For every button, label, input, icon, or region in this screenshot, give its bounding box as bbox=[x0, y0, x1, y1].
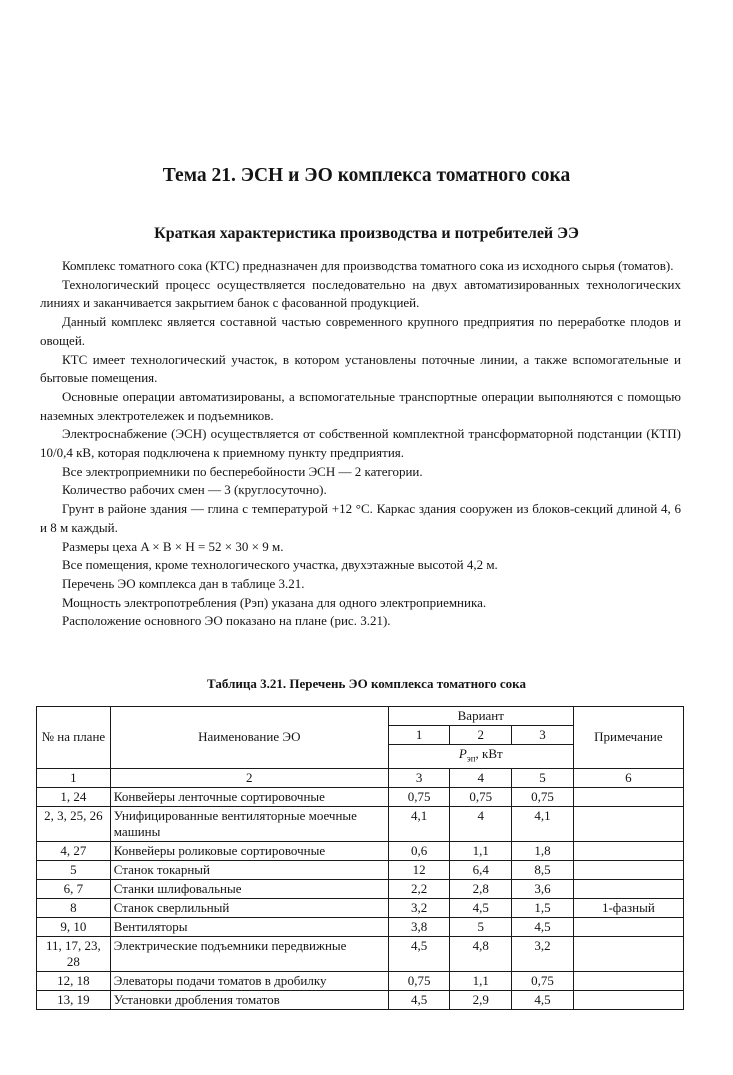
paragraph: Размеры цеха A × B × H = 52 × 30 × 9 м. bbox=[62, 538, 284, 554]
cell-plan-number: 8 bbox=[37, 898, 111, 917]
cell-equipment-name: Вентиляторы bbox=[110, 917, 388, 936]
cell-variant-2: 4,5 bbox=[450, 898, 512, 917]
cell-equipment-name: Элеваторы подачи томатов в дробилку bbox=[110, 971, 388, 990]
table-row bbox=[37, 787, 684, 806]
cell-variant-3: 0,75 bbox=[512, 787, 574, 806]
column-number-row bbox=[37, 768, 684, 787]
paragraph: Расположение основного ЭО показано на плане (рис. 3.21). bbox=[62, 613, 391, 629]
section-subtitle: Краткая характеристика производства и потребителей ЭЭ bbox=[154, 225, 579, 242]
paragraph: Мощность электропотребления (Pэп) указана для одного электроприемника. bbox=[62, 594, 487, 610]
cell-variant-3: 3,2 bbox=[512, 936, 574, 971]
table-row bbox=[37, 860, 684, 879]
cell-plan-number: 12, 18 bbox=[37, 971, 111, 990]
power-symbol: P bbox=[458, 746, 467, 761]
cell-variant-3: 1,8 bbox=[512, 841, 574, 860]
table-row bbox=[37, 917, 684, 936]
cell-equipment-name: Установки дробления томатов bbox=[110, 990, 388, 1009]
cell-plan-number: 11, 17, 23, 28 bbox=[37, 936, 111, 971]
cell-variant-2: 2,8 bbox=[450, 879, 512, 898]
cell-variant-2: 4,8 bbox=[450, 936, 512, 971]
cell-variant-2: 1,1 bbox=[450, 841, 512, 860]
header-variant-3: 3 bbox=[512, 726, 574, 745]
cell-variant-2: 6,4 bbox=[450, 860, 512, 879]
paragraph: Основные операции автоматизированы, а вспомогательные транспортные операции выполняются с помощью наземных электротележек и подъемников. bbox=[40, 388, 681, 423]
cell-variant-1: 0,75 bbox=[388, 971, 450, 990]
header-no: № на плане bbox=[37, 707, 111, 769]
cell-variant-2: 4 bbox=[450, 806, 512, 841]
cell-plan-number: 13, 19 bbox=[37, 990, 111, 1009]
cell-variant-3: 1,5 bbox=[512, 898, 574, 917]
page-title: Тема 21. ЭСН и ЭО комплекса томатного сока bbox=[162, 165, 571, 186]
cell-variant-2: 1,1 bbox=[450, 971, 512, 990]
cell-note bbox=[573, 787, 683, 806]
cell-variant-2: 2,9 bbox=[450, 990, 512, 1009]
column-number: 5 bbox=[512, 768, 574, 787]
cell-variant-1: 2,2 bbox=[388, 879, 450, 898]
cell-plan-number: 2, 3, 25, 26 bbox=[37, 806, 111, 841]
header-variant: Вариант bbox=[388, 707, 573, 726]
table-caption: Таблица 3.21. Перечень ЭО комплекса томатного сока bbox=[207, 676, 526, 691]
cell-variant-1: 4,5 bbox=[388, 990, 450, 1009]
table-row bbox=[37, 806, 684, 841]
cell-note bbox=[573, 841, 683, 860]
column-number: 2 bbox=[110, 768, 388, 787]
table-row bbox=[37, 971, 684, 990]
cell-plan-number: 1, 24 bbox=[37, 787, 111, 806]
column-number: 3 bbox=[388, 768, 450, 787]
power-unit: , кВт bbox=[475, 746, 503, 761]
cell-note bbox=[573, 860, 683, 879]
cell-variant-3: 4,1 bbox=[512, 806, 574, 841]
cell-plan-number: 4, 27 bbox=[37, 841, 111, 860]
cell-note bbox=[573, 971, 683, 990]
cell-equipment-name: Электрические подъемники передвижные bbox=[110, 936, 388, 971]
body-text bbox=[40, 257, 681, 631]
header-variant-2: 2 bbox=[450, 726, 512, 745]
cell-equipment-name: Станок сверлильный bbox=[110, 898, 388, 917]
cell-note bbox=[573, 879, 683, 898]
cell-variant-1: 0,75 bbox=[388, 787, 450, 806]
paragraph: КТС имеет технологический участок, в котором установлены поточные линии, а также вспомогательные и бытовые помещения. bbox=[40, 351, 681, 386]
paragraph: Грунт в районе здания — глина с температурой +12 °С. Каркас здания сооружен из блоков-секций длиной 4, 6 и 8 м каждый. bbox=[40, 501, 681, 535]
cell-equipment-name: Унифицированные вентиляторные моечные машины bbox=[110, 806, 388, 841]
cell-variant-3: 8,5 bbox=[512, 860, 574, 879]
table-row bbox=[37, 898, 684, 917]
cell-variant-1: 4,5 bbox=[388, 936, 450, 971]
cell-variant-1: 3,2 bbox=[388, 898, 450, 917]
header-name: Наименование ЭО bbox=[110, 707, 388, 769]
column-number: 1 bbox=[37, 768, 111, 787]
cell-plan-number: 5 bbox=[37, 860, 111, 879]
table-row bbox=[37, 936, 684, 971]
paragraph: Электроснабжение (ЭСН) осуществляется от собственной комплектной трансформаторной подстанции (КТП) 10/0,4 кВ, которая подключена к приемному пункту предприятия. bbox=[40, 426, 681, 461]
table-row bbox=[37, 879, 684, 898]
cell-note: 1-фазный bbox=[573, 898, 683, 917]
paragraph: Комплекс томатного сока (КТС) предназначен для производства томатного сока из исходного сырья (томатов). bbox=[62, 258, 674, 273]
cell-note bbox=[573, 806, 683, 841]
cell-equipment-name: Станок токарный bbox=[110, 860, 388, 879]
column-number: 4 bbox=[450, 768, 512, 787]
paragraph: Количество рабочих смен — 3 (круглосуточно). bbox=[62, 482, 327, 498]
cell-variant-3: 4,5 bbox=[512, 917, 574, 936]
cell-note bbox=[573, 917, 683, 936]
cell-variant-3: 3,6 bbox=[512, 879, 574, 898]
power-subscript: эп bbox=[466, 753, 476, 764]
cell-equipment-name: Станки шлифовальные bbox=[110, 879, 388, 898]
equipment-table bbox=[36, 706, 684, 1010]
table-row bbox=[37, 990, 684, 1009]
header-note: Примечание bbox=[573, 707, 683, 769]
cell-equipment-name: Конвейеры роликовые сортировочные bbox=[110, 841, 388, 860]
cell-variant-1: 12 bbox=[388, 860, 450, 879]
cell-plan-number: 6, 7 bbox=[37, 879, 111, 898]
table-body bbox=[37, 768, 684, 1009]
paragraph: Перечень ЭО комплекса дан в таблице 3.21. bbox=[62, 575, 305, 591]
paragraph: Данный комплекс является составной частью современного крупного предприятия по переработке плодов и овощей. bbox=[40, 314, 681, 348]
header-power bbox=[388, 745, 573, 769]
paragraph: Все электроприемники по бесперебойности ЭСН — 2 категории. bbox=[62, 463, 423, 479]
cell-variant-1: 0,6 bbox=[388, 841, 450, 860]
cell-variant-2: 5 bbox=[450, 917, 512, 936]
header-variant-1: 1 bbox=[388, 726, 450, 745]
cell-equipment-name: Конвейеры ленточные сортировочные bbox=[110, 787, 388, 806]
paragraph: Технологический процесс осуществляется последовательно на двух автоматизированных технологических линиях и заканчивается закрытием банок с фасованной продукцией. bbox=[40, 276, 681, 311]
cell-variant-3: 0,75 bbox=[512, 971, 574, 990]
cell-variant-1: 4,1 bbox=[388, 806, 450, 841]
cell-variant-1: 3,8 bbox=[388, 917, 450, 936]
cell-plan-number: 9, 10 bbox=[37, 917, 111, 936]
table-row bbox=[37, 841, 684, 860]
paragraph: Все помещения, кроме технологического участка, двухэтажные высотой 4,2 м. bbox=[62, 557, 498, 573]
column-number: 6 bbox=[573, 768, 683, 787]
cell-variant-2: 0,75 bbox=[450, 787, 512, 806]
cell-variant-3: 4,5 bbox=[512, 990, 574, 1009]
cell-note bbox=[573, 990, 683, 1009]
cell-note bbox=[573, 936, 683, 971]
